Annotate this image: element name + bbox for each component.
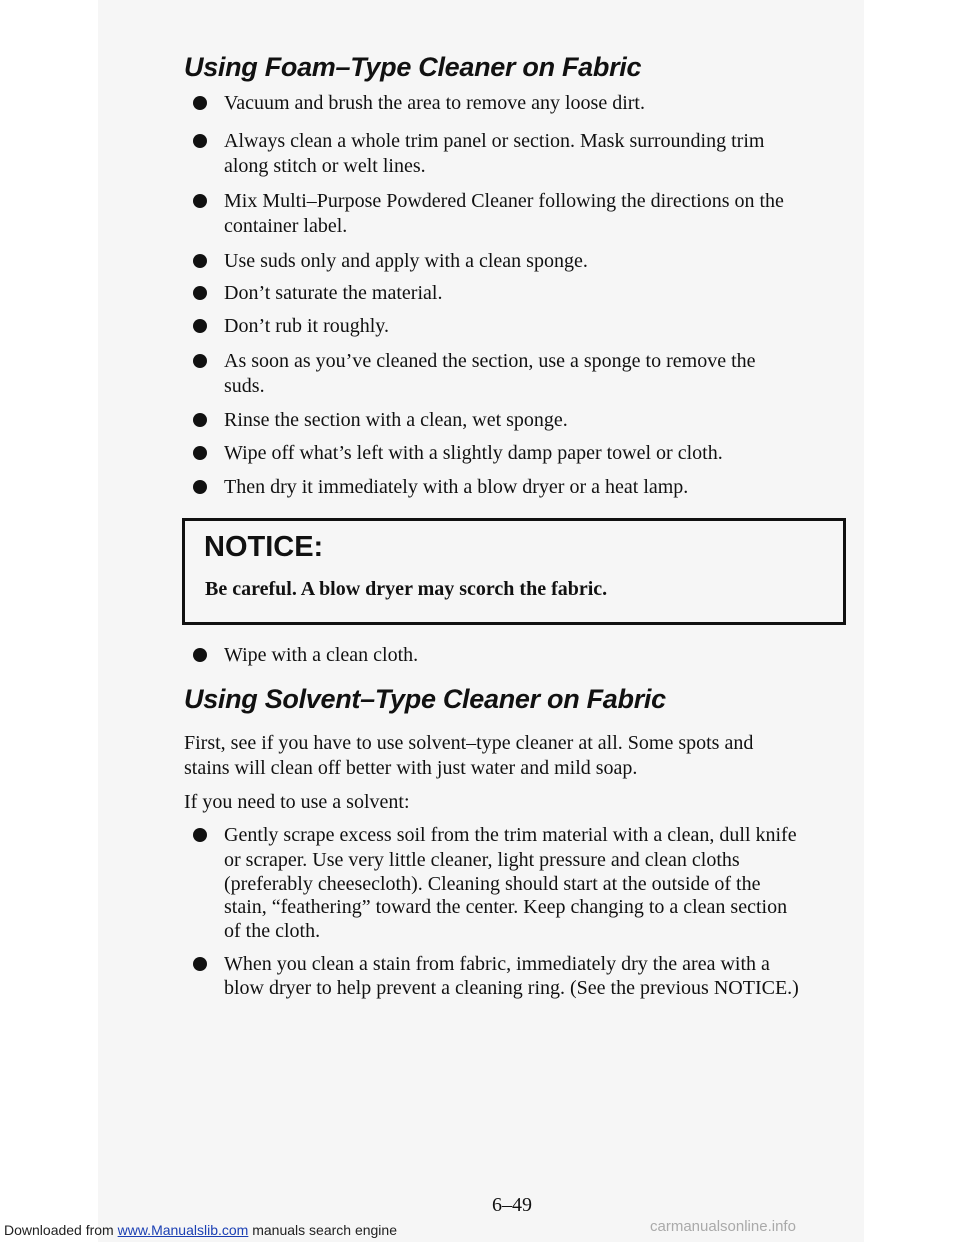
manualslib-link[interactable]: www.Manualslib.com [117,1222,249,1238]
section-heading-solvent: Using Solvent–Type Cleaner on Fabric [184,684,666,714]
bullet-text: Always clean a whole trim panel or section. Mask surrounding trim [224,130,765,152]
page-number: 6–49 [492,1194,532,1216]
watermark-text: carmanualsonline.info [650,1218,796,1235]
bullet-text-cont: suds. [224,375,265,397]
paragraph-text: If you need to use a solvent: [184,791,410,813]
bullet-text: Wipe with a clean cloth. [224,644,419,666]
bullet-text: Vacuum and brush the area to remove any loose dirt. [224,92,645,114]
bullet-text: Then dry it immediately with a blow dryer or a heat lamp. [224,476,689,498]
bullet-text: As soon as you’ve cleaned the section, use a sponge to remove the [224,350,756,372]
bullet-text: Don’t saturate the material. [224,282,443,304]
bullet-text: Gently scrape excess soil from the trim material with a clean, dull knife [224,824,797,846]
bullet-text: Use suds only and apply with a clean sponge. [224,250,588,272]
bullet-text-cont: or scraper. Use very little cleaner, light pressure and clean cloths [224,849,740,871]
bullet-text: Wipe off what’s left with a slightly damp paper towel or cloth. [224,442,723,464]
notice-text: Be careful. A blow dryer may scorch the fabric. [205,578,608,600]
download-footer [4,1222,397,1238]
bullet-text-cont: of the cloth. [224,920,321,942]
paragraph-text: First, see if you have to use solvent–type cleaner at all. Some spots and [184,732,754,754]
section-heading-foam: Using Foam–Type Cleaner on Fabric [184,52,642,82]
notice-title: NOTICE: [204,531,324,563]
bullet-text-cont: blow dryer to help prevent a cleaning ring. (See the previous NOTICE.) [224,977,799,999]
bullet-text: Don’t rub it roughly. [224,315,389,337]
bullet-text: Rinse the section with a clean, wet sponge. [224,409,568,431]
bullet-text-cont: along stitch or welt lines. [224,155,426,177]
footer-suffix: manuals search engine [248,1222,397,1238]
bullet-text-cont: container label. [224,215,348,237]
bullet-text: Mix Multi–Purpose Powdered Cleaner following the directions on the [224,190,784,212]
paragraph-text: stains will clean off better with just water and mild soap. [184,757,638,779]
footer-prefix: Downloaded from [4,1222,118,1238]
bullet-text-cont: (preferably cheesecloth). Cleaning should start at the outside of the [224,873,761,895]
bullet-text-cont: stain, “feathering” toward the center. Keep changing to a clean section [224,896,788,918]
bullet-text: When you clean a stain from fabric, immediately dry the area with a [224,953,770,975]
